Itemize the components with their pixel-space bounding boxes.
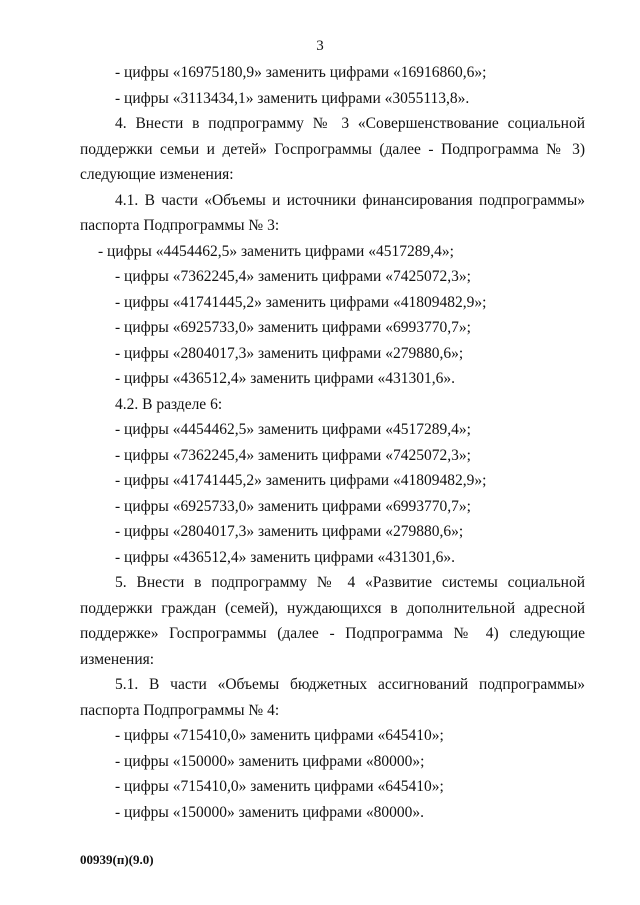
list-item: - цифры «2804017,3» заменить цифрами «279880,6»; (115, 344, 464, 362)
list-item: - цифры «436512,4» заменить цифрами «431301,6». (115, 370, 455, 387)
list-item: - цифры «715410,0» заменить цифрами «645410»; (115, 778, 444, 795)
paragraph-5-line: поддержки граждан (семей), нуждающихся в дополнительной адресной (80, 599, 585, 617)
list-item: - цифры «715410,0» заменить цифрами «645410»; (115, 727, 444, 744)
list-item: - цифры «7362245,4» заменить цифрами «7425072,3»; (115, 268, 471, 285)
paragraph-5-line: поддержке» Госпрограммы (далее - Подпрограмма № 4) следующие (80, 625, 585, 642)
list-item: - цифры «41741445,2» заменить цифрами «41809482,9»; (115, 472, 487, 489)
list-item: - цифры «3113434,1» заменить цифрами «3055113,8». (115, 89, 470, 107)
list-item: - цифры «16975180,9» заменить цифрами «16916860,6»; (115, 64, 487, 81)
list-item: - цифры «7362245,4» заменить цифрами «7425072,3»; (115, 446, 471, 464)
list-item: - цифры «150000» заменить цифрами «80000»; (115, 752, 425, 770)
page-number: 3 (316, 38, 324, 54)
paragraph-5-line: 5. Внести в подпрограмму № 4 «Развитие системы социальной (115, 574, 585, 591)
paragraph-4-1-line: 4.1. В части «Объемы и источники финансирования подпрограммы» (115, 191, 585, 209)
list-item: - цифры «4454462,5» заменить цифрами «4517289,4»; (98, 242, 454, 260)
paragraph-4-2-heading: 4.2. В разделе 6: (115, 395, 223, 413)
document-body (80, 60, 585, 825)
paragraph-5-line: изменения: (80, 650, 155, 668)
list-item: - цифры «436512,4» заменить цифрами «431301,6». (115, 548, 455, 566)
document-code: 00939(п)(9.0) (80, 852, 154, 867)
paragraph-4-line: следующие изменения: (80, 166, 234, 183)
list-item: - цифры «4454462,5» заменить цифрами «4517289,4»; (115, 421, 471, 438)
list-item: - цифры «2804017,3» заменить цифрами «279880,6»; (115, 523, 464, 540)
paragraph-4-line: 4. Внести в подпрограмму № 3 «Совершенствование социальной (115, 115, 585, 132)
paragraph-5-1-line: 5.1. В части «Объемы бюджетных ассигнований подпрограммы» (115, 676, 585, 693)
paragraph-5-1-line: паспорта Подпрограммы № 4: (80, 701, 280, 719)
list-item: - цифры «41741445,2» заменить цифрами «41809482,9»; (115, 293, 487, 311)
paragraph-4-1-line: паспорта Подпрограммы № 3: (80, 217, 280, 234)
list-item: - цифры «6925733,0» заменить цифрами «6993770,7»; (115, 319, 471, 336)
paragraph-4-line: поддержки семьи и детей» Госпрограммы (далее - Подпрограмма № 3) (80, 140, 585, 158)
list-item: - цифры «6925733,0» заменить цифрами «6993770,7»; (115, 497, 471, 515)
list-item: - цифры «150000» заменить цифрами «80000». (115, 803, 424, 821)
